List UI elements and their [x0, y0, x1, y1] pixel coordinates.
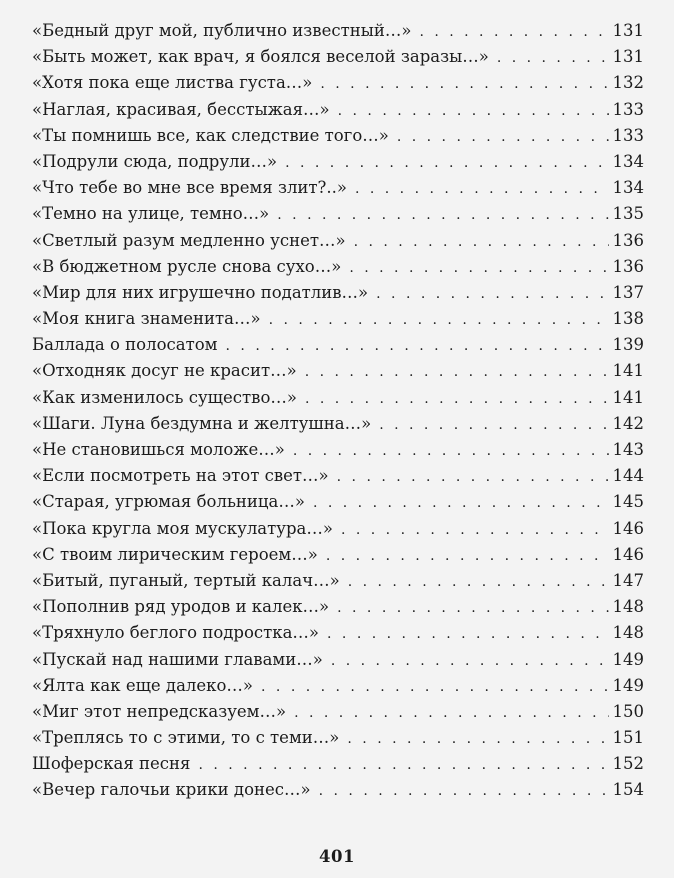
dot-leader	[397, 124, 609, 150]
toc-entry	[32, 725, 644, 751]
toc-entry	[32, 647, 644, 673]
dot-leader	[313, 490, 609, 516]
toc-entry	[32, 777, 644, 803]
toc-entry-page: 147	[612, 570, 644, 590]
toc-entry-page: 142	[612, 413, 644, 433]
toc-entry	[32, 699, 644, 725]
dot-leader	[305, 386, 609, 412]
toc-entry-page: 148	[612, 623, 644, 643]
toc-entry-title: «Мир для них игрушечно податлив…»	[32, 282, 369, 302]
dot-leader	[347, 726, 608, 752]
toc-entry-page: 148	[612, 597, 644, 617]
toc-entry-title: «Отходняк досуг не красит…»	[32, 361, 297, 381]
toc-entry-page: 137	[612, 282, 644, 302]
toc-entry-title: «Миг этот непредсказуем…»	[32, 701, 287, 721]
toc-entry-title: «Не становишься моложе…»	[32, 440, 285, 459]
toc-entry-page: 141	[612, 361, 644, 381]
toc-entry-title: «Темно на улице, темно…»	[32, 204, 270, 224]
toc-entry-title: «В бюджетном русле снова сухо…»	[32, 256, 342, 276]
dot-leader	[497, 45, 609, 71]
dot-leader	[285, 150, 608, 176]
toc-entry	[32, 437, 644, 463]
toc-entry-title: Баллада о полосатом	[32, 335, 218, 355]
dot-leader	[337, 595, 608, 621]
toc-entry	[32, 149, 644, 175]
toc-entry-page: 146	[612, 518, 644, 538]
toc-entry-title: «Ялта как еще далеко…»	[32, 675, 254, 695]
toc-entry	[32, 489, 644, 515]
toc-entry-title: «Бедный друг мой, публично известный…»	[32, 21, 412, 40]
toc-entry-title: «Треплясь то с этими, то с теми…»	[32, 728, 340, 748]
dot-leader	[198, 752, 608, 778]
dot-leader	[419, 19, 608, 45]
dot-leader	[320, 71, 608, 97]
toc-entry-page: 139	[612, 335, 644, 355]
toc-entry-title: «Хотя пока еще листва густа…»	[32, 73, 313, 93]
toc-entry-page: 154	[612, 780, 644, 800]
toc-entry	[32, 97, 644, 123]
toc-entry	[32, 44, 644, 70]
toc-entry-page: 131	[612, 21, 644, 40]
toc-entry-title: «Как изменилось существо…»	[32, 387, 297, 407]
toc-entry-page: 133	[612, 125, 644, 145]
toc-entry-page: 144	[612, 466, 644, 486]
toc-entry-page: 135	[612, 204, 644, 224]
dot-leader	[305, 359, 609, 385]
toc-entry	[32, 594, 644, 620]
toc-entry	[32, 751, 644, 777]
page-number: 401	[319, 847, 355, 866]
toc-entry-page: 134	[612, 178, 644, 198]
dot-leader	[355, 176, 609, 202]
toc-entry-title: «Светлый разум медленно уснет…»	[32, 230, 346, 250]
toc-entry	[32, 385, 644, 411]
dot-leader	[348, 569, 609, 595]
toc-entry-page: 134	[612, 151, 644, 171]
dot-leader	[327, 621, 608, 647]
dot-leader	[261, 674, 608, 700]
dot-leader	[379, 412, 608, 438]
toc-entry-page: 136	[612, 230, 644, 250]
toc-entry-page: 138	[612, 309, 644, 329]
toc-entry	[32, 228, 644, 254]
toc-entry-page: 141	[612, 387, 644, 407]
dot-leader	[337, 464, 609, 490]
dot-leader	[338, 98, 609, 124]
toc-entry-page: 136	[612, 256, 644, 276]
toc-entry	[32, 306, 644, 332]
dot-leader	[293, 438, 609, 464]
toc-entry-title: «Пускай над нашими главами…»	[32, 649, 323, 669]
dot-leader	[269, 307, 609, 333]
toc-entry-title: «Пока кругла моя мускулатура…»	[32, 518, 333, 538]
toc-entry-title: «Подрули сюда, подрули…»	[32, 151, 278, 171]
toc-entry-title: «Шаги. Луна бездумна и желтушна…»	[32, 413, 372, 433]
toc-entry-title: «Тряхнуло беглого подростка…»	[32, 623, 320, 643]
dot-leader	[331, 648, 609, 674]
dot-leader	[319, 778, 609, 804]
toc-entry-page: 151	[612, 728, 644, 748]
dot-leader	[341, 517, 609, 543]
toc-entry-title: «С твоим лирическим героем…»	[32, 544, 318, 564]
toc-entry-title: «Старая, угрюмая больница…»	[32, 492, 305, 512]
toc-entry-page: 133	[612, 99, 644, 119]
table-of-contents	[32, 18, 644, 804]
toc-entry-page: 149	[612, 649, 644, 669]
toc-entry	[32, 280, 644, 306]
dot-leader	[354, 229, 609, 255]
toc-entry-title: «Наглая, красивая, бесстыжая…»	[32, 99, 330, 119]
toc-entry-page: 131	[612, 47, 644, 67]
toc-entry	[32, 175, 644, 201]
dot-leader	[349, 255, 608, 281]
toc-entry-title: «Быть может, как врач, я боялся веселой заразы…»	[32, 47, 489, 67]
dot-leader	[277, 202, 608, 228]
toc-entry-page: 146	[612, 544, 644, 564]
dot-leader	[226, 333, 609, 359]
dot-leader	[376, 281, 608, 307]
toc-entry-title: «Ты помнишь все, как следствие того…»	[32, 125, 389, 145]
toc-entry	[32, 516, 644, 542]
toc-entry	[32, 620, 644, 646]
toc-entry-page: 152	[612, 754, 644, 774]
toc-entry	[32, 542, 644, 568]
toc-entry	[32, 358, 644, 384]
toc-entry	[32, 411, 644, 437]
toc-entry-title: «Пополнив ряд уродов и калек…»	[32, 597, 330, 617]
toc-entry-title: «Моя книга знаменита…»	[32, 309, 261, 329]
toc-entry-title: Шоферская песня	[32, 754, 191, 774]
toc-entry-page: 143	[612, 440, 644, 459]
toc-entry	[32, 673, 644, 699]
toc-entry-title: «Что тебе во мне все время злит?..»	[32, 178, 347, 198]
toc-entry	[32, 463, 644, 489]
toc-entry-title: «Если посмотреть на этот свет…»	[32, 466, 329, 486]
toc-entry	[32, 18, 644, 44]
toc-entry	[32, 201, 644, 227]
toc-entry	[32, 123, 644, 149]
toc-entry-page: 149	[612, 675, 644, 695]
toc-entry	[32, 70, 644, 96]
toc-entry-page: 132	[612, 73, 644, 93]
toc-entry-title: «Битый, пуганый, тертый калач…»	[32, 570, 340, 590]
toc-entry-page: 145	[612, 492, 644, 512]
toc-entry	[32, 332, 644, 358]
toc-entry-page: 150	[612, 701, 644, 721]
toc-entry	[32, 568, 644, 594]
dot-leader	[326, 543, 609, 569]
toc-entry-title: «Вечер галочьи крики донес…»	[32, 780, 311, 800]
toc-entry	[32, 254, 644, 280]
dot-leader	[294, 700, 608, 726]
